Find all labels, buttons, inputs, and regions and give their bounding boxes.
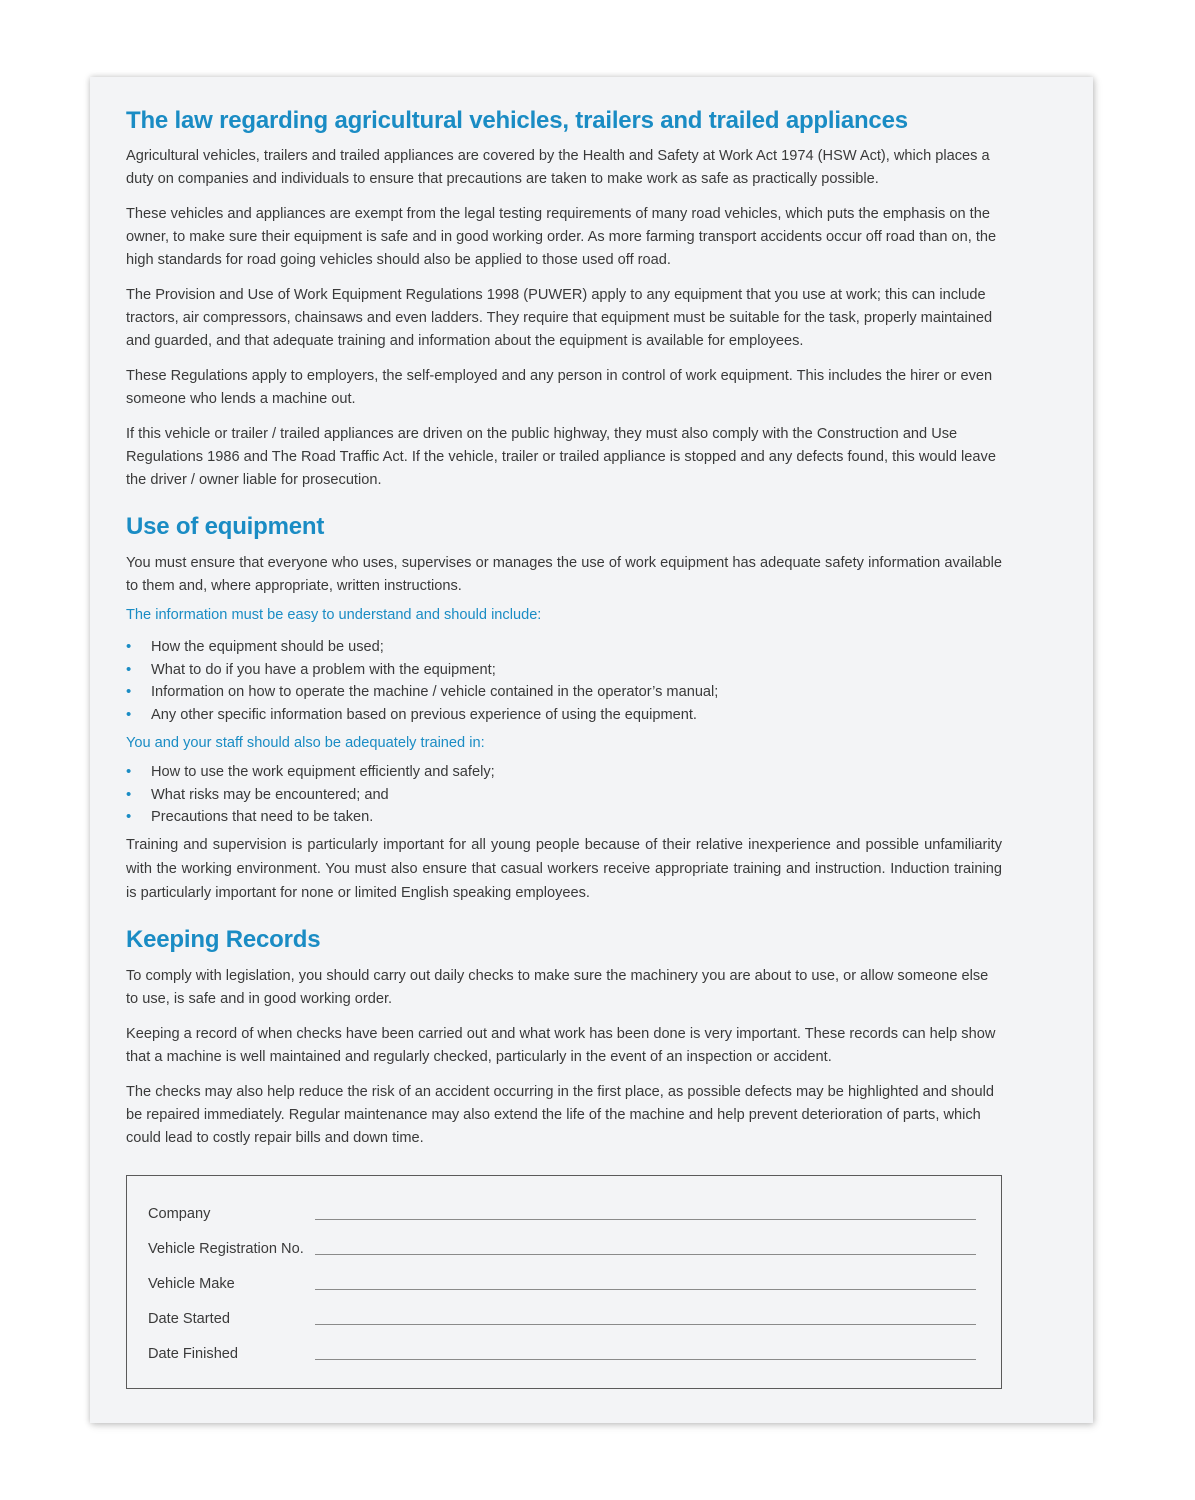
- section-title-law: The law regarding agricultural vehicles, trailers and trailed appliances: [126, 107, 908, 134]
- vehicle-make-field-line[interactable]: [315, 1289, 976, 1290]
- list-item-text: Information on how to operate the machine / vehicle contained in the operator’s manual;: [151, 684, 719, 700]
- form-label-date-started: Date Started: [148, 1311, 230, 1327]
- company-field-line[interactable]: [315, 1219, 976, 1220]
- list-item: [126, 784, 1002, 807]
- training-closing-paragraph: Training and supervision is particularly important for all young people because of their relative inexperience and possible unfamiliarity with the working environment. You must also ensure that casual workers receive appropriate training and instruction. Induction training is particularly important for none or limited English speaking employees.: [126, 836, 1002, 901]
- information-list: [126, 636, 1002, 726]
- list-item-text: What risks may be encountered; and: [151, 786, 389, 803]
- form-row-date-started: [148, 1303, 976, 1329]
- bullet-icon: •: [126, 763, 132, 780]
- bullet-icon: •: [126, 660, 132, 678]
- form-label-vehicle-registration: Vehicle Registration No.: [148, 1241, 304, 1257]
- list-item: [126, 636, 1002, 659]
- list-item: [126, 761, 1002, 784]
- form-row-vehicle-make: [148, 1268, 976, 1294]
- records-paragraph: Keeping a record of when checks have been carried out and what work has been done is very important. These records can help show that a machine is well maintained and regularly checked, particularly in the event of an inspection or accident.: [126, 1025, 996, 1065]
- law-paragraph: Agricultural vehicles, trailers and trailed appliances are covered by the Health and Safety at Work Act 1974 (HSW Act), which places a duty on companies and individuals to ensure that precautions are taken to make work as safe as practically possible.: [126, 148, 990, 187]
- section-title-use-of-equipment: Use of equipment: [126, 513, 325, 540]
- vehicle-registration-field-line[interactable]: [315, 1254, 976, 1255]
- law-paragraph: These vehicles and appliances are exempt from the legal testing requirements of many road vehicles, which puts the emphasis on the owner, to make sure their equipment is safe and in good working order. As more farming transport accidents occur off road than on, the high standards for road going vehicles should also be applied to those used off road.: [126, 206, 997, 268]
- form-row-company: [148, 1198, 976, 1224]
- records-paragraph: The checks may also help reduce the risk of an accident occurring in the first place, as possible defects may be highlighted and should be repaired immediately. Regular maintenance may also extend the life of the machine and help prevent deterioration of parts, which could lead to costly repair bills and down time.: [126, 1083, 995, 1146]
- law-paragraph: These Regulations apply to employers, the self-employed and any person in control of work equipment. This includes the hirer or even someone who lends a machine out.: [126, 368, 993, 407]
- form-row-date-finished: [148, 1338, 976, 1364]
- bullet-icon: •: [126, 683, 132, 700]
- use-intro-paragraph: You must ensure that everyone who uses, supervises or manages the use of work equipment has adequate safety information available to them and, where appropriate, written instructions.: [126, 555, 1002, 594]
- list-item-text: Any other specific information based on previous experience of using the equipment.: [151, 706, 697, 723]
- list-item: [126, 806, 1002, 829]
- information-subheading: The information must be easy to understand and should include:: [126, 607, 542, 623]
- vehicle-record-form: [126, 1175, 1002, 1389]
- bullet-icon: •: [126, 808, 132, 825]
- bullet-icon: •: [126, 785, 132, 803]
- training-subheading: You and your staff should also be adequately trained in:: [126, 735, 485, 751]
- bullet-icon: •: [126, 705, 132, 723]
- document-page: [90, 77, 1093, 1423]
- form-label-date-finished: Date Finished: [148, 1346, 239, 1362]
- list-item-text: How the equipment should be used;: [151, 639, 384, 655]
- date-finished-field-line[interactable]: [315, 1359, 976, 1360]
- list-item: [126, 681, 1002, 704]
- page-content: [126, 103, 1002, 1162]
- section-title-keeping-records: Keeping Records: [126, 925, 321, 953]
- form-label-vehicle-make: Vehicle Make: [148, 1276, 235, 1292]
- date-started-field-line[interactable]: [315, 1324, 976, 1325]
- form-label-company: Company: [148, 1206, 211, 1222]
- law-paragraph: If this vehicle or trailer / trailed appliances are driven on the public highway, they must also comply with the Construction and Use Regulations 1986 and The Road Traffic Act. If the vehicle, trailer or trailed appliance is stopped and any defects found, this would leave the driver / owner liable for prosecution.: [126, 426, 996, 488]
- training-list: [126, 761, 1002, 829]
- records-paragraph: To comply with legislation, you should carry out daily checks to make sure the machinery you are about to use, or allow someone else to use, is safe and in good working order.: [126, 967, 989, 1007]
- form-row-vehicle-registration: [148, 1233, 976, 1259]
- list-item: [126, 659, 1002, 682]
- list-item: [126, 704, 1002, 727]
- list-item-text: Precautions that need to be taken.: [151, 809, 374, 825]
- list-item-text: What to do if you have a problem with the equipment;: [151, 661, 496, 678]
- list-item-text: How to use the work equipment efficiently and safely;: [151, 764, 495, 780]
- law-paragraph: The Provision and Use of Work Equipment Regulations 1998 (PUWER) apply to any equipment that you use at work; this can include tractors, air compressors, chainsaws and even ladders. They require that equipment must be suitable for the task, properly maintained and guarded, and that adequate training and information about the equipment is available for employees.: [126, 287, 993, 349]
- bullet-icon: •: [126, 638, 132, 655]
